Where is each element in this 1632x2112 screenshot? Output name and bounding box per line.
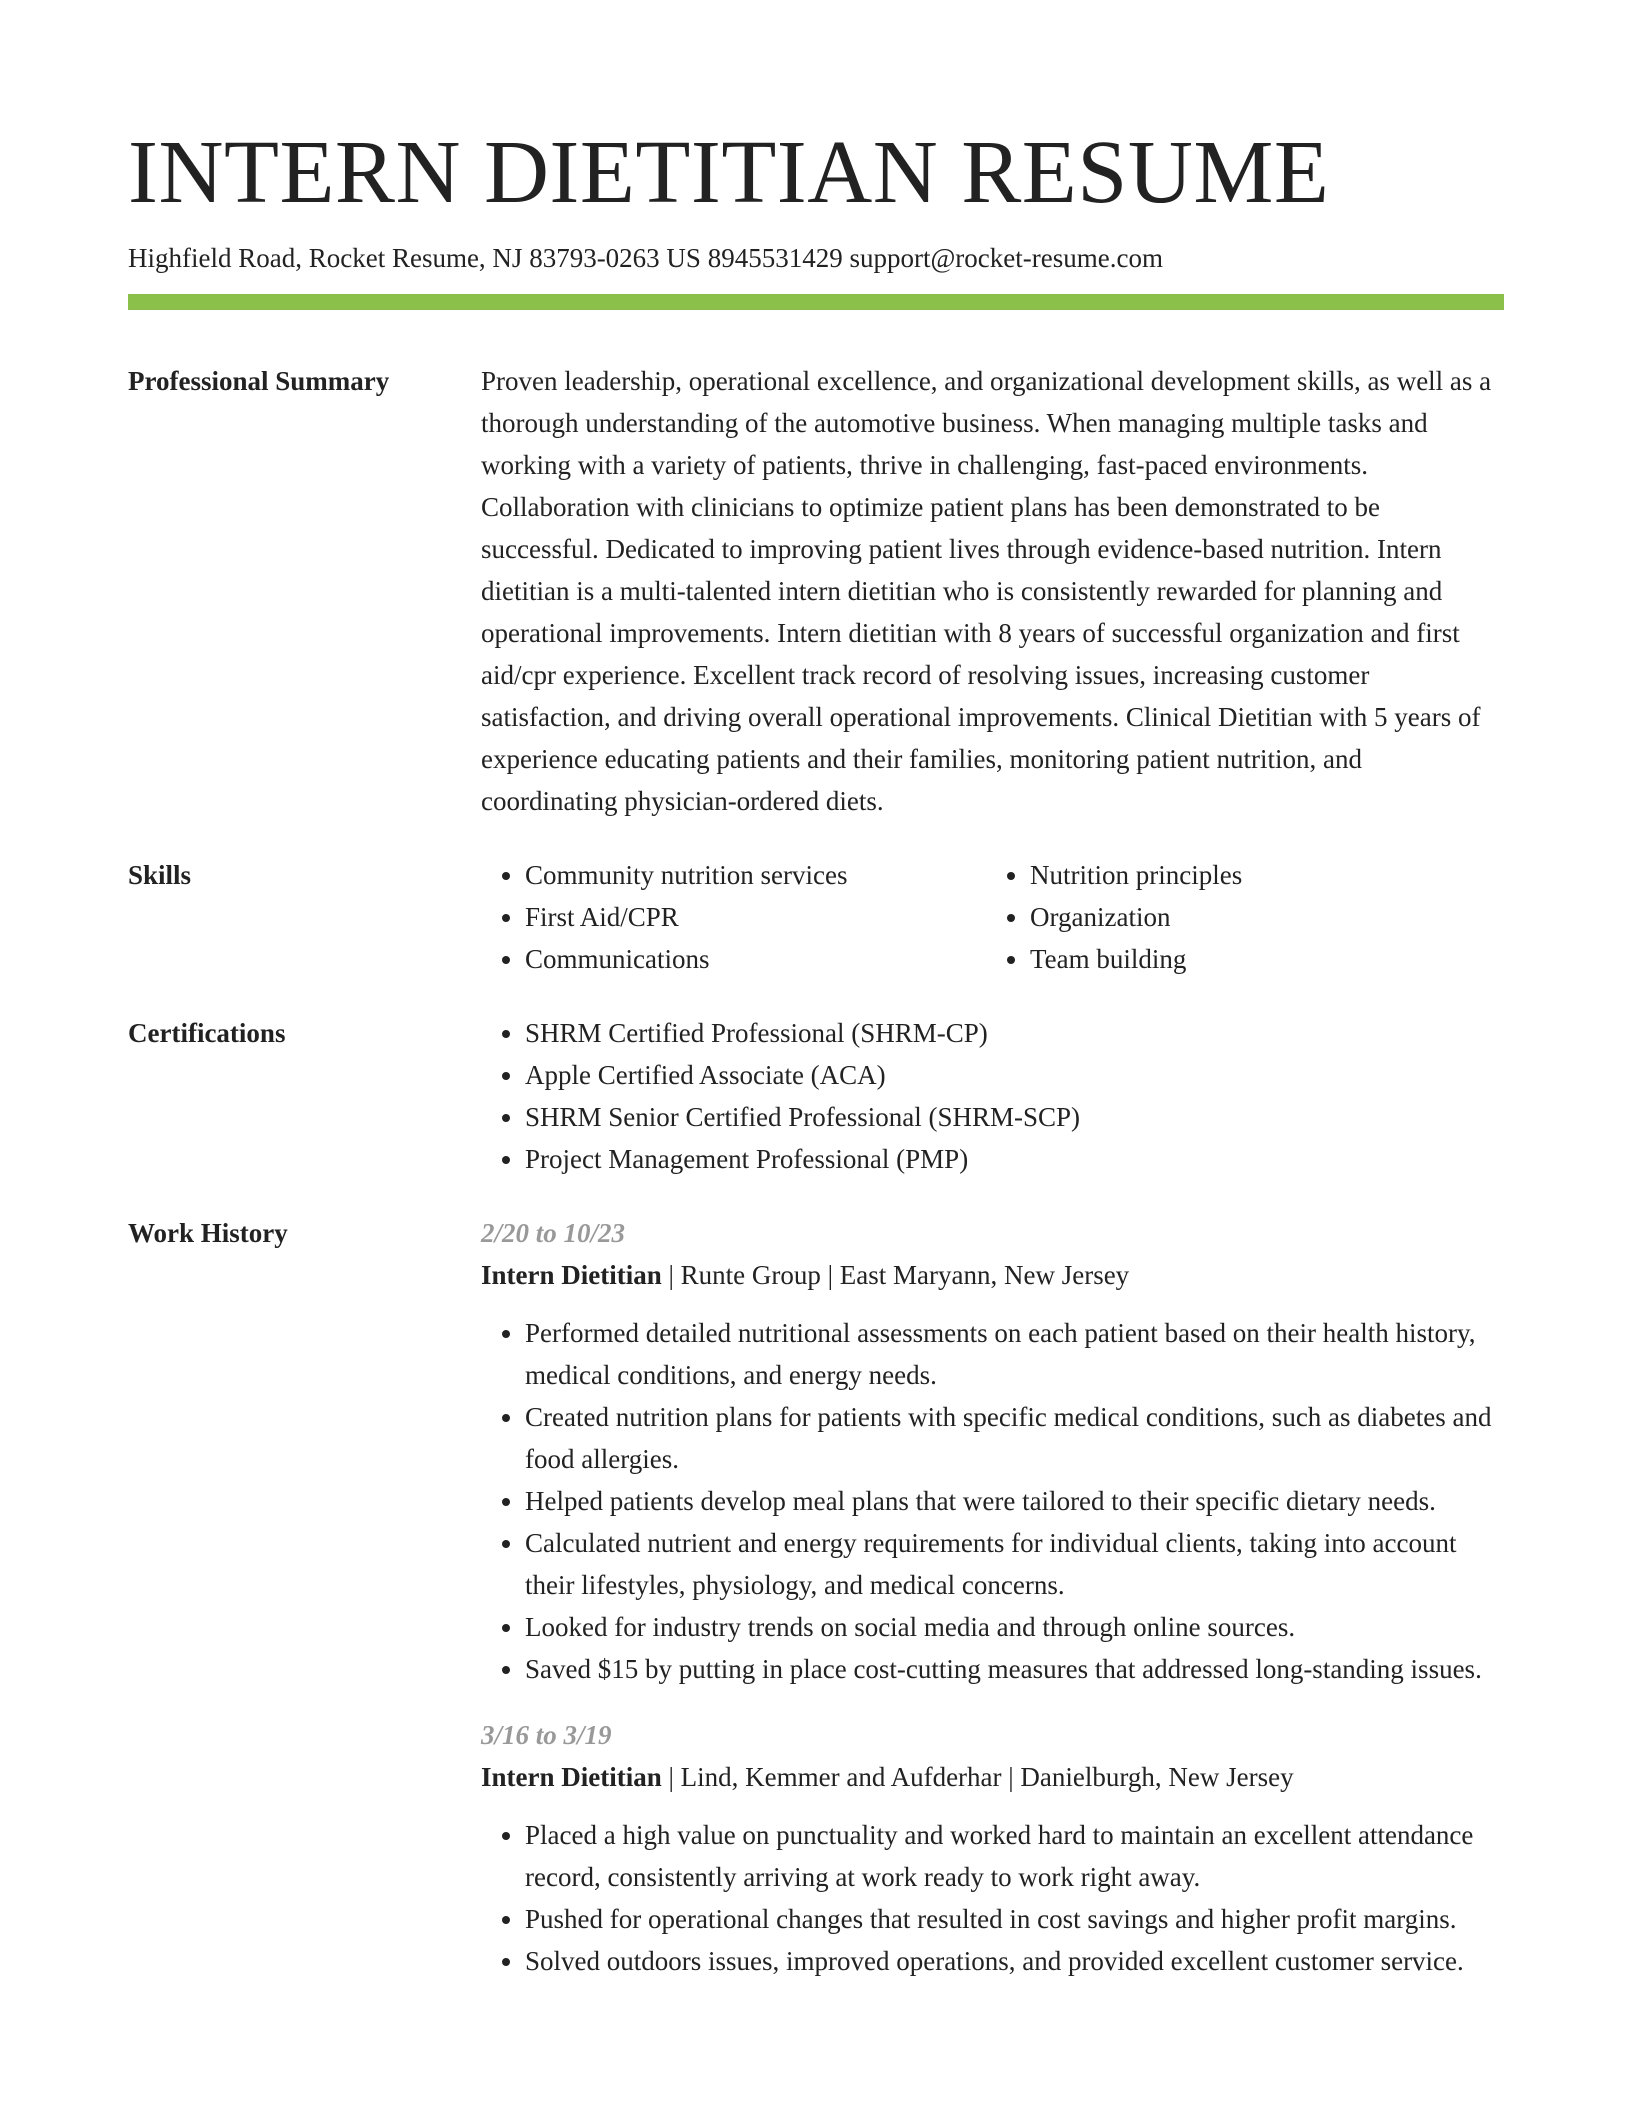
resume-title: INTERN DIETITIAN RESUME [128,123,1330,222]
job-heading [481,1254,1504,1296]
certification-item: • SHRM Senior Certified Professional (SHRM-SCP) [525,1096,1504,1138]
job-dates: 2/20 to 10/23 [481,1218,626,1248]
summary-text: Proven leadership, operational excellence, and organizational development skills, as well as a thorough understanding of the automotive business. When managing multiple tasks and working with a variety of patients, thrive in challenging, fast-paced environments. Collaboration with clinicians to optimize patient plans has been demonstrated to be successful. Dedicated to improving patient lives through evidence-based nutrition. Intern dietitian is a multi-talented intern dietitian who is consistently rewarded for planning and operational improvements. Intern dietitian with 8 years of successful organization and first aid/cpr experience. Excellent track record of resolving issues, increasing customer satisfaction, and driving overall operational improvements. Clinical Dietitian with 5 years of experience educating patients and their families, monitoring patient nutrition, and coordinating physician-ordered diets. [481,366,1492,816]
summary-body [481,360,1504,822]
job-title: Intern Dietitian [481,1260,662,1290]
work-history-section [128,1180,1504,1982]
section-title-summary: Professional Summary [128,366,390,396]
job-details: | Runte Group | East Maryann, New Jersey [661,1260,1130,1290]
skill-item: • Community nutrition services [525,854,986,896]
skill-item: • Team building [1030,938,1504,980]
professional-summary-section [128,310,1504,822]
work-history-body [481,1212,1504,1982]
job-bullet: • Saved $15 by putting in place cost-cutting measures that addressed long-standing issues. [525,1648,1504,1690]
skill-item: • Communications [525,938,986,980]
job-bullet: • Looked for industry trends on social media and through online sources. [525,1606,1504,1648]
certification-item: • SHRM Certified Professional (SHRM-CP) [525,1012,1504,1054]
job-bullet: • Created nutrition plans for patients with specific medical conditions, such as diabetes and food allergies. [525,1396,1504,1480]
skill-item: • Organization [1030,896,1504,938]
job-entry [481,1714,1504,1982]
job-bullets [481,1312,1504,1690]
job-bullet: • Pushed for operational changes that resulted in cost savings and higher profit margins. [525,1898,1504,1940]
header-divider [128,294,1504,310]
skill-item: • First Aid/CPR [525,896,986,938]
job-bullet: • Performed detailed nutritional assessments on each patient based on their health history, medical conditions, and energy needs. [525,1312,1504,1396]
job-bullet: • Solved outdoors issues, improved operations, and provided excellent customer service. [525,1940,1504,1982]
certification-item: • Apple Certified Associate (ACA) [525,1054,1504,1096]
section-title-certifications: Certifications [128,1018,286,1048]
skill-item: • Nutrition principles [1030,854,1504,896]
job-details: | Lind, Kemmer and Aufderhar | Danielburgh, New Jersey [661,1762,1294,1792]
job-heading [481,1756,1504,1798]
job-entry [481,1212,1504,1690]
job-bullets [481,1814,1504,1982]
certifications-body [481,1012,1504,1180]
job-bullet: • Placed a high value on punctuality and worked hard to maintain an excellent attendance record, consistently arriving at work ready to work right away. [525,1814,1504,1898]
certifications-list [481,1012,1504,1180]
job-dates: 3/16 to 3/19 [481,1720,612,1750]
certifications-section [128,980,1504,1180]
job-bullet: • Helped patients develop meal plans that were tailored to their specific dietary needs. [525,1480,1504,1522]
skills-list-right [986,854,1504,980]
certification-item: • Project Management Professional (PMP) [525,1138,1504,1180]
section-title-work-history: Work History [128,1218,288,1248]
contact-line: Highfield Road, Rocket Resume, NJ 83793-0263 US 8945531429 support@rocket-resume.com [128,243,1163,273]
skills-list-left [481,854,986,980]
job-bullet: • Calculated nutrient and energy requirements for individual clients, taking into account their lifestyles, physiology, and medical concerns. [525,1522,1504,1606]
section-title-skills: Skills [128,860,192,890]
job-title: Intern Dietitian [481,1762,662,1792]
skills-section [128,822,1504,980]
skills-grid [481,854,1504,980]
